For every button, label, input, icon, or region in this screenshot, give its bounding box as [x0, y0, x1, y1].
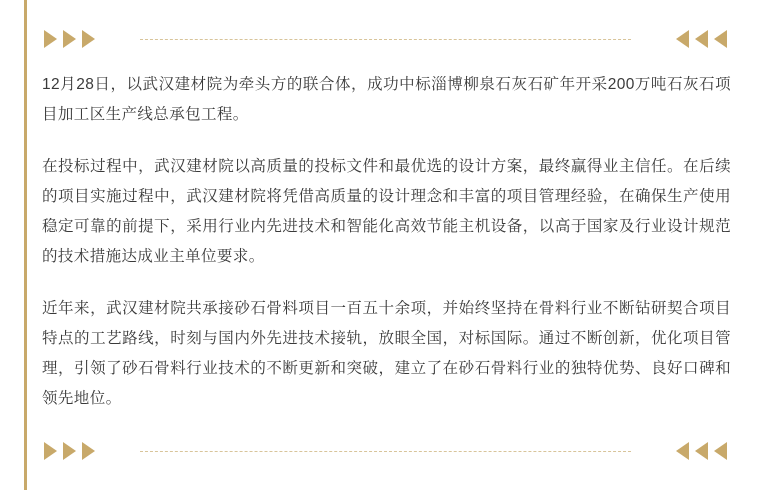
top-left-triangles — [44, 30, 95, 48]
top-right-triangles — [676, 30, 727, 48]
article-body — [0, 70, 771, 420]
left-accent-bar — [24, 0, 27, 490]
triangle-right-icon — [63, 442, 76, 460]
triangle-left-icon — [676, 30, 689, 48]
paragraph: 12月28日，以武汉建材院为牵头方的联合体，成功中标淄博柳泉石灰石矿年开采200万吨石灰石项目加工区生产线总承包工程。 — [42, 76, 731, 123]
triangle-left-icon — [676, 442, 689, 460]
bottom-right-triangles — [676, 442, 727, 460]
triangle-right-icon — [44, 30, 57, 48]
triangle-left-icon — [695, 442, 708, 460]
paragraph: 近年来，武汉建材院共承接砂石骨料项目一百五十余项，并始终坚持在骨料行业不断钻研契合项目特点的工艺路线，时刻与国内外先进技术接轨，放眼全国，对标国际。通过不断创新，优化项目管理，引领了砂石骨料行业技术的不断更新和突破，建立了在砂石骨料行业的独特优势、良好口碑和领先地位。 — [42, 300, 731, 407]
top-ornament-row — [0, 8, 771, 70]
triangle-left-icon — [695, 30, 708, 48]
triangle-right-icon — [44, 442, 57, 460]
paragraph: 在投标过程中，武汉建材院以高质量的投标文件和最优选的设计方案，最终赢得业主信任。在后续的项目实施过程中，武汉建材院将凭借高质量的设计理念和丰富的项目管理经验，在确保生产使用稳定可靠的前提下，采用行业内先进技术和智能化高效节能主机设备，以高于国家及行业设计规范的技术措施达成业主单位要求。 — [42, 158, 731, 265]
bottom-dashed-divider — [140, 451, 631, 452]
triangle-left-icon — [714, 442, 727, 460]
triangle-left-icon — [714, 30, 727, 48]
bottom-left-triangles — [44, 442, 95, 460]
triangle-right-icon — [82, 442, 95, 460]
triangle-right-icon — [82, 30, 95, 48]
bottom-ornament-row — [0, 420, 771, 482]
top-dashed-divider — [140, 39, 631, 40]
triangle-right-icon — [63, 30, 76, 48]
